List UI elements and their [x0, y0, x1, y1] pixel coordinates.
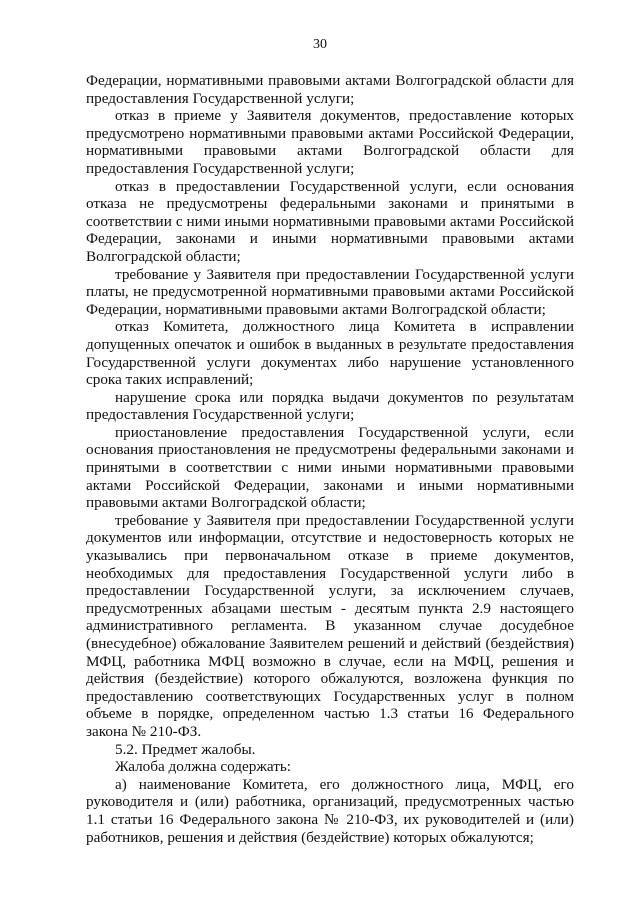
- paragraph-11: а) наименование Комитета, его должностного лица, МФЦ, его руководителя и (или) работника, организаций, предусмотренных частью 1.1 статьи 16 Федерального закона № 210-ФЗ, их руководителей и (или) работников, решения и действия (бездействие) которых обжалуются;: [86, 775, 574, 846]
- paragraph-10: Жалоба должна содержать:: [115, 758, 291, 776]
- paragraph-5: отказ Комитета, должностного лица Комитета в исправлении допущенных опечаток и ошибок в выданных в результате предоставления Государственной услуги документах либо нарушение установленного срока таких исправлений;: [86, 318, 574, 389]
- section-heading-5-2: 5.2. Предмет жалобы.: [115, 740, 256, 758]
- document-body: [86, 72, 574, 846]
- paragraph-3: отказ в предоставлении Государственной услуги, если основания отказа не предусмотрены федеральными законами и принятыми в соответствии с ними иными нормативными правовыми актами Российской Федерации, законами и иными нормативными правовыми актами Волгоградской области;: [86, 177, 574, 265]
- page-number: 30: [313, 37, 327, 52]
- paragraph-2: отказ в приеме у Заявителя документов, предоставление которых предусмотрено нормативными правовыми актами Российской Федерации, нормативными правовыми актами Волгоградской области для предоставления Государственной услуги;: [86, 107, 574, 177]
- paragraph-4: требование у Заявителя при предоставлении Государственной услуги платы, не предусмотренной нормативными правовыми актами Российской Федерации, нормативными правовыми актами Волгоградской области;: [86, 265, 574, 318]
- paragraph-7: приостановление предоставления Государственной услуги, если основания приостановления не предусмотрены федеральными законами и принятыми в соответствии с ними иными нормативными правовыми актами Российской Федерации, законами и иными нормативными правовыми актами Волгоградской области;: [86, 423, 574, 512]
- paragraph-6: нарушение срока или порядка выдачи документов по результатам предоставления Государственной услуги;: [86, 388, 574, 424]
- paragraph-8: требование у Заявителя при предоставлении Государственной услуги документов или информации, отсутствие и недостоверность которых не указывались при первоначальном отказе в приеме документов, необходимых для предоставления Государственной услуги либо в предоставлении Государственной услуги, за исключением случаев, предусмотренных абзацами шестым - десятым пункта 2.9 настоящего административного регламента. В указанном случае досудебное (внесудебное) обжалование Заявителем решений и действий (бездействия) МФЦ, работника МФЦ возможно в случае, если на МФЦ, решения и действия (бездействие) которого обжалуются, возложена функция по предоставлению соответствующих Государственных услуг в полном объеме в порядке, определенном частью 1.3 статьи 16 Федерального закона № 210-ФЗ.: [86, 511, 574, 740]
- paragraph-1: Федерации, нормативными правовыми актами Волгоградской области для предоставления Государственной услуги;: [86, 72, 574, 107]
